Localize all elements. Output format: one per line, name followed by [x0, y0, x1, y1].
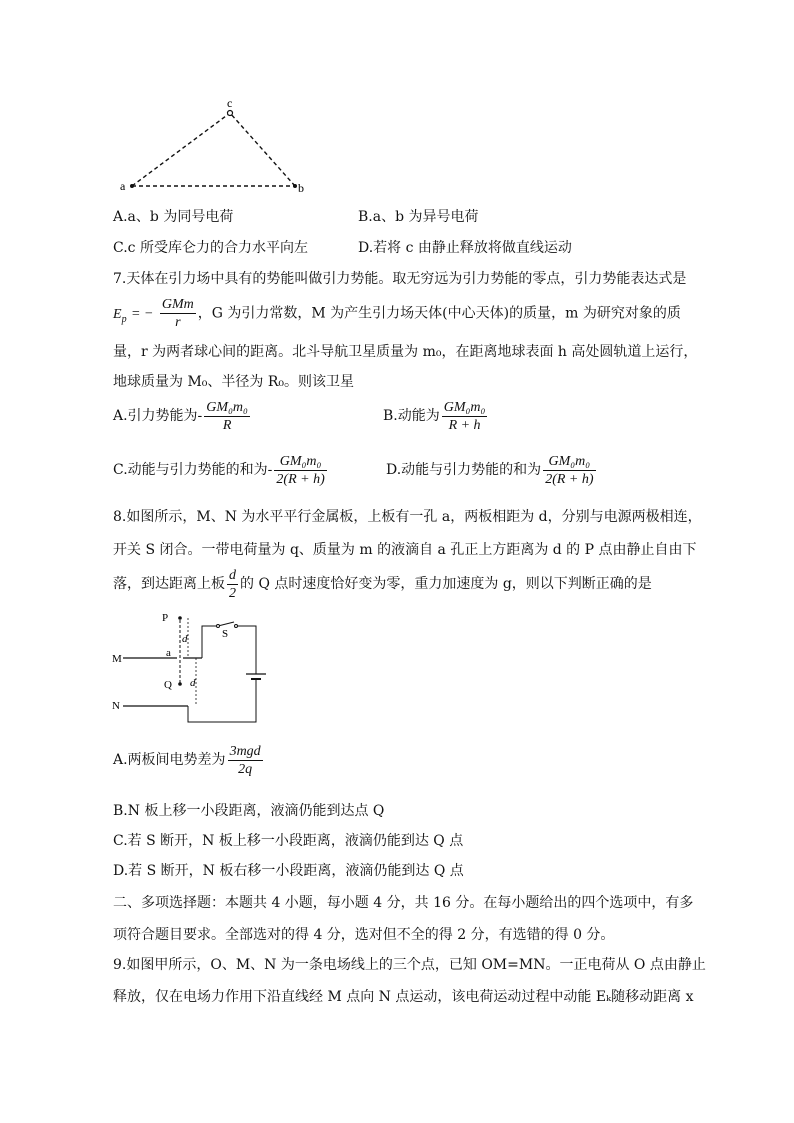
q6-option-a: A.a、b 为同号电荷	[113, 209, 234, 225]
label-n: N	[112, 700, 120, 712]
q9-stem-line2: 释放，仅在电场力作用下沿直线经 M 点向 N 点运动，该电荷运动过程中动能 Eₖ随移动距离 x	[113, 989, 694, 1005]
q8-option-c: C.若 S 断开，N 板上移一小段距离，液滴仍能到达 Q 点	[113, 833, 464, 849]
label-s: S	[222, 628, 229, 640]
formula-ep: $E_p$	[113, 306, 127, 325]
q6-option-b: B.a、b 为异号电荷	[358, 209, 479, 225]
label-d-upper: d	[182, 633, 188, 645]
q7-stem-line3: 量，r 为两者球心间的距离。北斗导航卫星质量为 m₀，在距离地球表面 h 高处圆轨道上运行，	[113, 344, 698, 360]
label-m: M	[112, 653, 122, 665]
wire-top	[202, 626, 218, 658]
q8-stem-line2: 开关 S 闭合。一带电荷量为 q、质量为 m 的液滴自 a 孔正上方距离为 d 的 P 点由静止自由下	[113, 542, 697, 558]
q8-option-d: D.若 S 断开，N 板右移一小段距离，液滴仍能到达 Q 点	[113, 863, 464, 879]
wire-right	[237, 626, 256, 674]
q7-stem-line2-text: ，G 为引力常数，M 为产生引力场天体(中心天体)的质量，m 为研究对象的质	[197, 305, 681, 322]
formula-eq: = −	[131, 306, 154, 322]
switch-pivot	[217, 625, 220, 628]
circuit-figure	[110, 608, 270, 728]
q7-option-c: C.动能与引力势能的和为- $\frac{\text{GM₀m₀}}{2(R + h)}$	[113, 453, 325, 487]
section2-line1: 二、多项选择题：本题共 4 小题，每小题 4 分，共 16 分。在每小题给出的四个选项中，有多	[113, 895, 694, 911]
label-a: a	[166, 647, 171, 659]
triangle-figure	[110, 95, 320, 195]
q7-option-d: D.动能与引力势能的和为 $\frac{\text{GM₀m₀}}{2(R + h)}$	[386, 453, 594, 487]
q6-option-c: C.c 所受库仑力的合力水平向左	[113, 240, 308, 256]
section2-line2: 项符合题目要求。全部选对的得 4 分，选对但不全的得 2 分，有选错的得 0 分。	[113, 927, 615, 943]
q7-stem-line2	[113, 296, 681, 336]
wire-bottom	[188, 679, 256, 722]
point-c	[228, 111, 233, 116]
point-q	[178, 682, 182, 686]
side-ac	[132, 113, 230, 186]
q8-stem-line1: 8.如图所示，M、N 为水平平行金属板，上板有一孔 a，两板相距为 d，分别与电源两极相连，	[113, 509, 702, 525]
label-b: b	[298, 181, 304, 195]
d-over-2-fraction: $\frac{d}{2}$	[229, 567, 236, 601]
point-b	[293, 184, 297, 188]
point-p	[178, 616, 182, 620]
formula-fraction: $\frac{\text{GMm}}{r}$	[161, 297, 194, 330]
label-d-lower: d	[190, 677, 196, 689]
q8-option-b: B.N 板上移一小段距离，液滴仍能到达点 Q	[113, 803, 385, 819]
label-a: a	[120, 179, 126, 193]
label-c: c	[227, 96, 233, 110]
switch-s	[218, 622, 234, 626]
q9-stem-line1: 9.如图甲所示，O、M、N 为一条电场线上的三个点，已知 OM=MN。一正电荷从 O 点由静止	[113, 957, 706, 973]
q7-stem-line1: 7.天体在引力场中具有的势能叫做引力势能。取无穷远为引力势能的零点，引力势能表达式是	[113, 271, 687, 287]
point-a	[130, 184, 134, 188]
q8-stem-line3: 落，到达距离上板 $\frac{d}{2}$ 的 Q 点时速度恰好变为零，重力加速度为 g，则以下判断正确的是	[113, 567, 652, 601]
q8-option-a: A.两板间电势差为 $\frac{\text{3mgd}}{2q}$	[113, 743, 261, 777]
q7-stem-line4: 地球质量为 M₀、半径为 R₀。则该卫星	[113, 374, 355, 390]
q6-option-d: D.若将 c 由静止释放将做直线运动	[358, 240, 572, 256]
q7-option-a: A.引力势能为- $\frac{\text{GM₀m₀}}{R}$	[113, 399, 248, 433]
label-p: P	[162, 612, 169, 624]
label-q: Q	[164, 679, 172, 691]
q7-option-b: B.动能为 $\frac{\text{GM₀m₀}}{R + h}$	[383, 399, 486, 433]
side-bc	[230, 113, 295, 186]
